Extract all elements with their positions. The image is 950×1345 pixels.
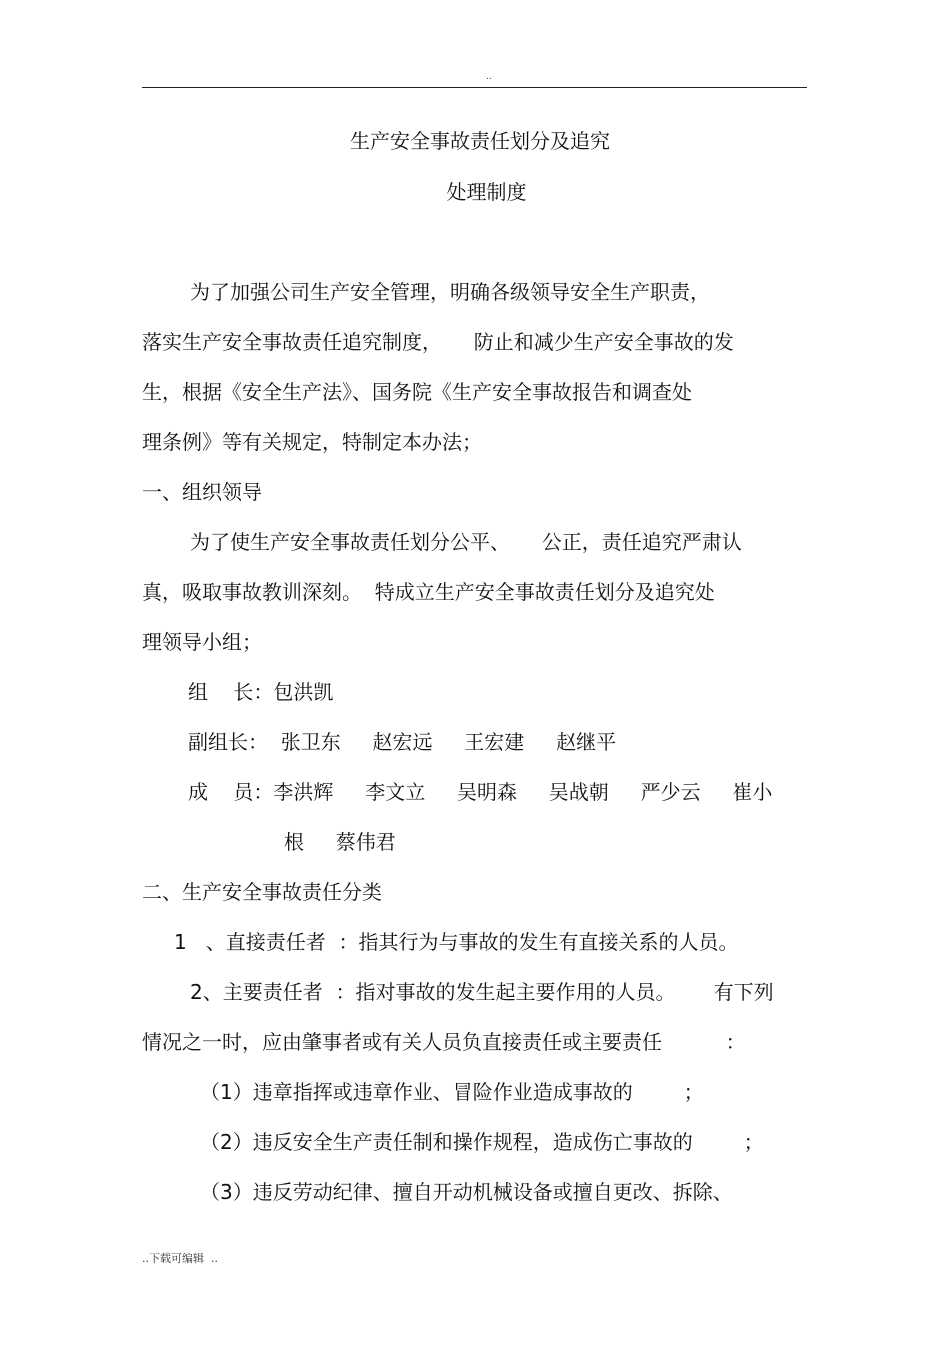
section-heading: 一、组织领导	[142, 480, 262, 504]
list-item: （3）违反劳动纪律、擅自开动机械设备或擅自更改、拆除、	[200, 1180, 733, 1204]
body-line: 2、主要责任者 ：指对事故的发生起主要作用的人员。 有下列	[190, 980, 774, 1004]
list-item: （2）违反安全生产责任制和操作规程，造成伤亡事故的 ；	[200, 1130, 764, 1154]
member-line: 根 蔡伟君	[284, 830, 396, 854]
header-rule	[142, 87, 807, 88]
body-line: 为了加强公司生产安全管理，明确各级领导安全生产职责，	[190, 280, 710, 304]
list-item: （1）违章指挥或违章作业、冒险作业造成事故的 ；	[200, 1080, 704, 1104]
body-line: 生，根据《安全生产法》、国务院《生产安全事故报告和调查处	[142, 380, 692, 404]
section-heading: 二、生产安全事故责任分类	[142, 880, 382, 904]
body-line: 理领导小组；	[142, 630, 262, 654]
document-title-line-1: 生产安全事故责任划分及追究	[350, 129, 610, 153]
body-line: 为了使生产安全事故责任划分公平、 公正，责任追究严肃认	[190, 530, 742, 554]
body-line: 真，吸取事故教训深刻。 特成立生产安全事故责任划分及追究处	[142, 580, 715, 604]
header-mark: ..	[486, 72, 492, 82]
body-line: 1 、直接责任者 ：指其行为与事故的发生有直接关系的人员。	[174, 930, 739, 954]
member-line: 组 长：包洪凯	[188, 680, 334, 704]
body-line: 情况之一时，应由肇事者或有关人员负直接责任或主要责任 ：	[142, 1030, 746, 1054]
body-line: 理条例》等有关规定，特制定本办法；	[142, 430, 482, 454]
document-title-line-2: 处理制度	[446, 180, 527, 204]
footer-text: ..下载可编辑 ..	[142, 1252, 218, 1265]
body-line: 落实生产安全事故责任追究制度， 防止和减少生产安全事故的发	[142, 330, 734, 354]
member-line: 副组长： 张卫东 赵宏远 王宏建 赵继平	[188, 730, 617, 754]
member-line: 成 员：李洪辉 李文立 吴明森 吴战朝 严少云 崔小	[188, 780, 773, 804]
